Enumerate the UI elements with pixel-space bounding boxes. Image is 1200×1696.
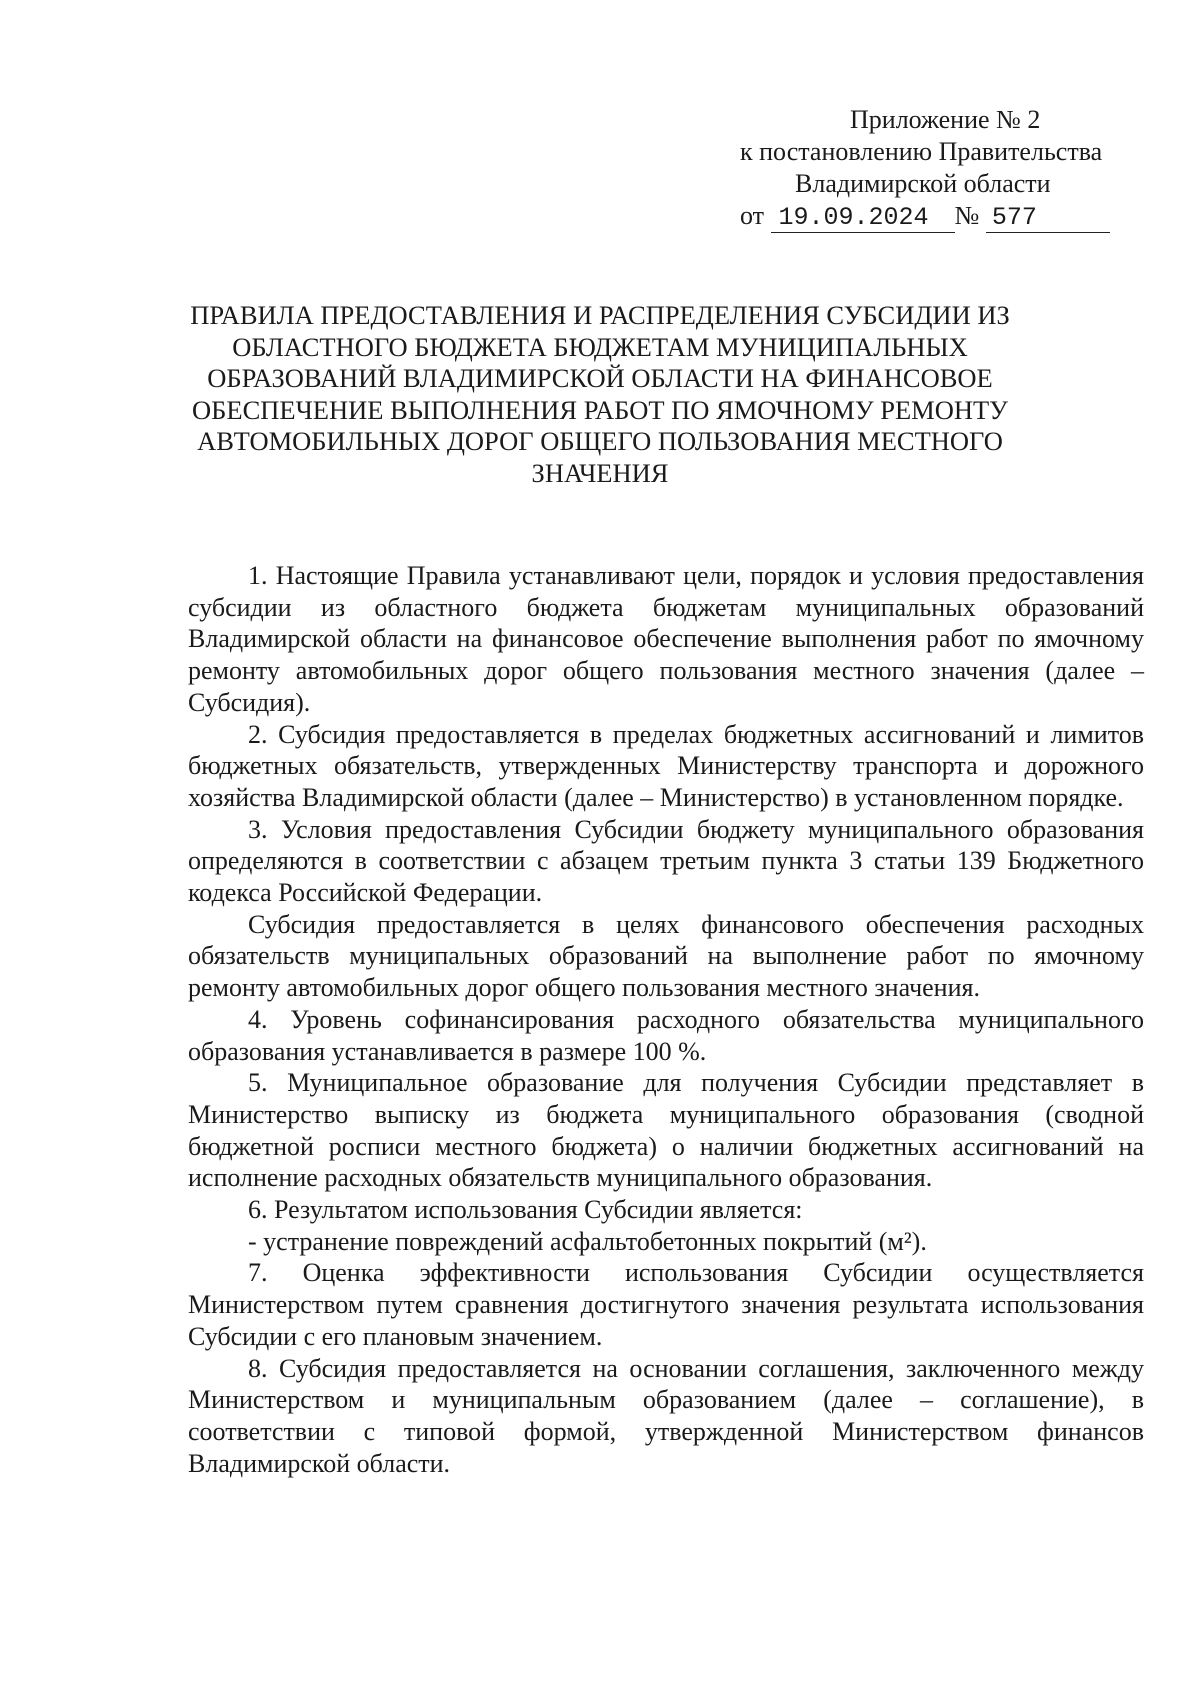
paragraph-6: 6. Результатом использования Субсидии является: — [248, 1195, 803, 1225]
document-body — [188, 560, 1144, 1479]
resolution-date: 19.09.2024 — [771, 204, 955, 233]
number-prefix: № — [954, 201, 980, 230]
resolution-number: 577 — [986, 204, 1110, 233]
appendix-date-line — [700, 200, 1140, 233]
paragraph-8: 8. Субсидия предоставляется на основании соглашения, заключенного между Министерством и муниципальным образованием (далее – соглашение), в соответствии с типовой формой, утвержденной Министерством финансов Владимирской области. — [188, 1353, 1144, 1478]
paragraph-1: 1. Настоящие Правила устанавливают цели, порядок и условия предоставления субсидии из областного бюджета бюджетам муниципальных образований Владимирской области на финансовое обеспечение выполнения работ по ямочному ремонту автомобильных дорог общего пользования местного значения (далее – Субсидия). — [188, 561, 1144, 717]
appendix-region: Владимирской области — [795, 169, 1051, 198]
paragraph-2: 2. Субсидия предоставляется в пределах бюджетных ассигнований и лимитов бюджетных обязательств, утвержденных Министерству транспорта и дорожного хозяйства Владимирской области (далее – Министерство) в установленном порядке. — [188, 719, 1144, 812]
appendix-resolution: к постановлению Правительства — [740, 137, 1103, 166]
title-line: ОБЛАСТНОГО БЮДЖЕТА БЮДЖЕТАМ МУНИЦИПАЛЬНЫХ — [232, 331, 968, 362]
title-line: ОБРАЗОВАНИЙ ВЛАДИМИРСКОЙ ОБЛАСТИ НА ФИНАНСОВОЕ — [207, 363, 993, 393]
paragraph-6-item: - устранение повреждений асфальтобетонных покрытий (м²). — [248, 1226, 927, 1256]
title-line: АВТОМОБИЛЬНЫХ ДОРОГ ОБЩЕГО ПОЛЬЗОВАНИЯ МЕСТНОГО — [197, 426, 1003, 456]
title-line: ОБЕСПЕЧЕНИЕ ВЫПОЛНЕНИЯ РАБОТ ПО ЯМОЧНОМУ РЕМОНТУ — [192, 394, 1008, 425]
document-title — [180, 300, 1020, 489]
title-line: ПРАВИЛА ПРЕДОСТАВЛЕНИЯ И РАСПРЕДЕЛЕНИЯ СУБСИДИИ ИЗ — [190, 300, 1010, 330]
paragraph-5: 5. Муниципальное образование для получения Субсидии представляет в Министерство выписку из бюджета муниципального образования (сводной бюджетной росписи местного бюджета) о наличии бюджетных ассигнований на исполнение расходных обязательств муниципального образования. — [188, 1068, 1144, 1193]
date-prefix: от — [740, 201, 765, 230]
paragraph-7: 7. Оценка эффективности использования Субсидии осуществляется Министерством путем сравнения достигнутого значения результата использования Субсидии с его плановым значением. — [188, 1258, 1144, 1351]
paragraph-3: 3. Условия предоставления Субсидии бюджету муниципального образования определяются в соответствии с абзацем третьим пункта 3 статьи 139 Бюджетного кодекса Российской Федерации. — [188, 814, 1144, 908]
paragraph-3-continued: Субсидия предоставляется в целях финансового обеспечения расходных обязательств муниципальных образований на выполнение работ по ямочному ремонту автомобильных дорог общего пользования местного значения. — [188, 909, 1144, 1003]
appendix-header — [700, 104, 1140, 233]
paragraph-4: 4. Уровень софинансирования расходного обязательства муниципального образования устанавливается в размере 100 %. — [188, 1004, 1144, 1066]
appendix-number: Приложение № 2 — [850, 105, 1041, 134]
title-line: ЗНАЧЕНИЯ — [531, 457, 669, 488]
